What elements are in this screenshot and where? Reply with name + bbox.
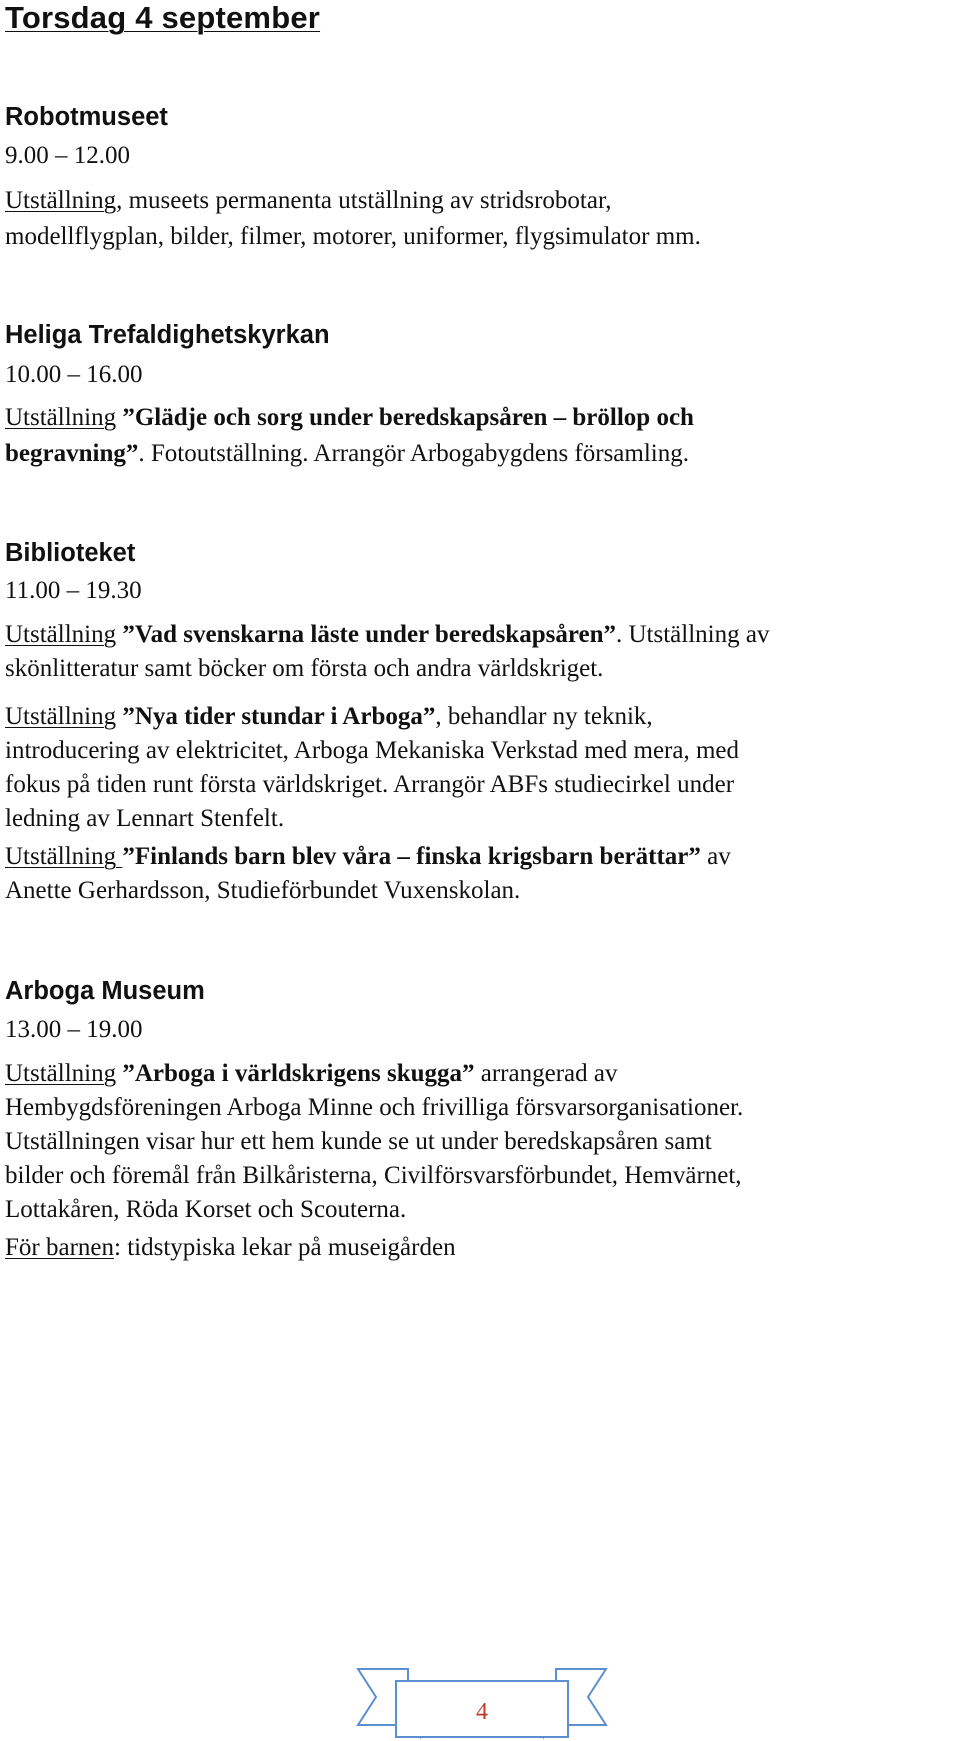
exhibition-link[interactable]: Utställning — [5, 1060, 117, 1087]
paragraph-biblioteket-1: Utställning ”Vad svenskarna läste under beredskapsåren”. Utställning av skönlitteratur samt böcker om första och andra världskriget. — [5, 621, 770, 682]
venue-arboga-museum: Arboga Museum — [5, 977, 205, 1005]
exhibition-link[interactable]: Utställning — [5, 621, 117, 648]
paragraph-arboga-museum-1: Utställning ”Arboga i världskrigens skugga” arrangerad av Hembygdsföreningen Arboga Minne och frivilliga försvarsorganisationer. Utställningen visar hur ett hem kunde se ut under beredskapsåren samt bilder och föremål från Bilkåristerna, Civilförsvarsförbundet, Hemvärnet, Lottakåren, Röda Korset och Scouterna. — [5, 1060, 744, 1223]
for-children-link[interactable]: För barnen — [5, 1234, 114, 1261]
paragraph-heliga-trefaldighetskyrkan: Utställning ”Glädje och sorg under beredskapsåren – bröllop och begravning”. Fotoutställning. Arrangör Arbogabygdens församling. — [5, 404, 694, 467]
venue-heliga-trefaldighetskyrkan: Heliga Trefaldighetskyrkan — [5, 321, 330, 349]
time-heliga-trefaldighetskyrkan: 10.00 – 16.00 — [5, 361, 143, 388]
exhibition-link[interactable]: Utställning — [5, 703, 117, 730]
page-number: 4 — [476, 1699, 488, 1725]
time-robotmuseet: 9.00 – 12.00 — [5, 142, 130, 169]
exhibition-link[interactable]: Utställning — [5, 187, 117, 214]
paragraph-arboga-museum-2: För barnen: tidstypiska lekar på museigården — [5, 1234, 456, 1261]
venue-robotmuseet: Robotmuseet — [5, 103, 168, 131]
exhibition-link[interactable]: Utställning — [5, 404, 117, 431]
paragraph-biblioteket-3: Utställning ”Finlands barn blev våra – finska krigsbarn berättar” av Anette Gerhardsson, Studieförbundet Vuxenskolan. — [5, 843, 731, 904]
venue-biblioteket: Biblioteket — [5, 539, 136, 567]
day-title: Torsdag 4 september — [5, 0, 321, 35]
time-arboga-museum: 13.00 – 19.00 — [5, 1016, 143, 1043]
paragraph-robotmuseet: Utställning, museets permanenta utställning av stridsrobotar, modellflygplan, bilder, filmer, motorer, uniformer, flygsimulator mm. — [5, 187, 701, 250]
exhibition-link[interactable]: Utställning — [5, 843, 123, 870]
time-biblioteket: 11.00 – 19.30 — [5, 577, 142, 604]
page-number-banner — [356, 1665, 608, 1741]
paragraph-biblioteket-2: Utställning ”Nya tider stundar i Arboga”, behandlar ny teknik, introducering av elektricitet, Arboga Mekaniska Verkstad med mera, med fokus på tiden runt första världskriget. Arrangör ABFs studiecirkel under ledning av Lennart Stenfelt. — [5, 703, 740, 832]
